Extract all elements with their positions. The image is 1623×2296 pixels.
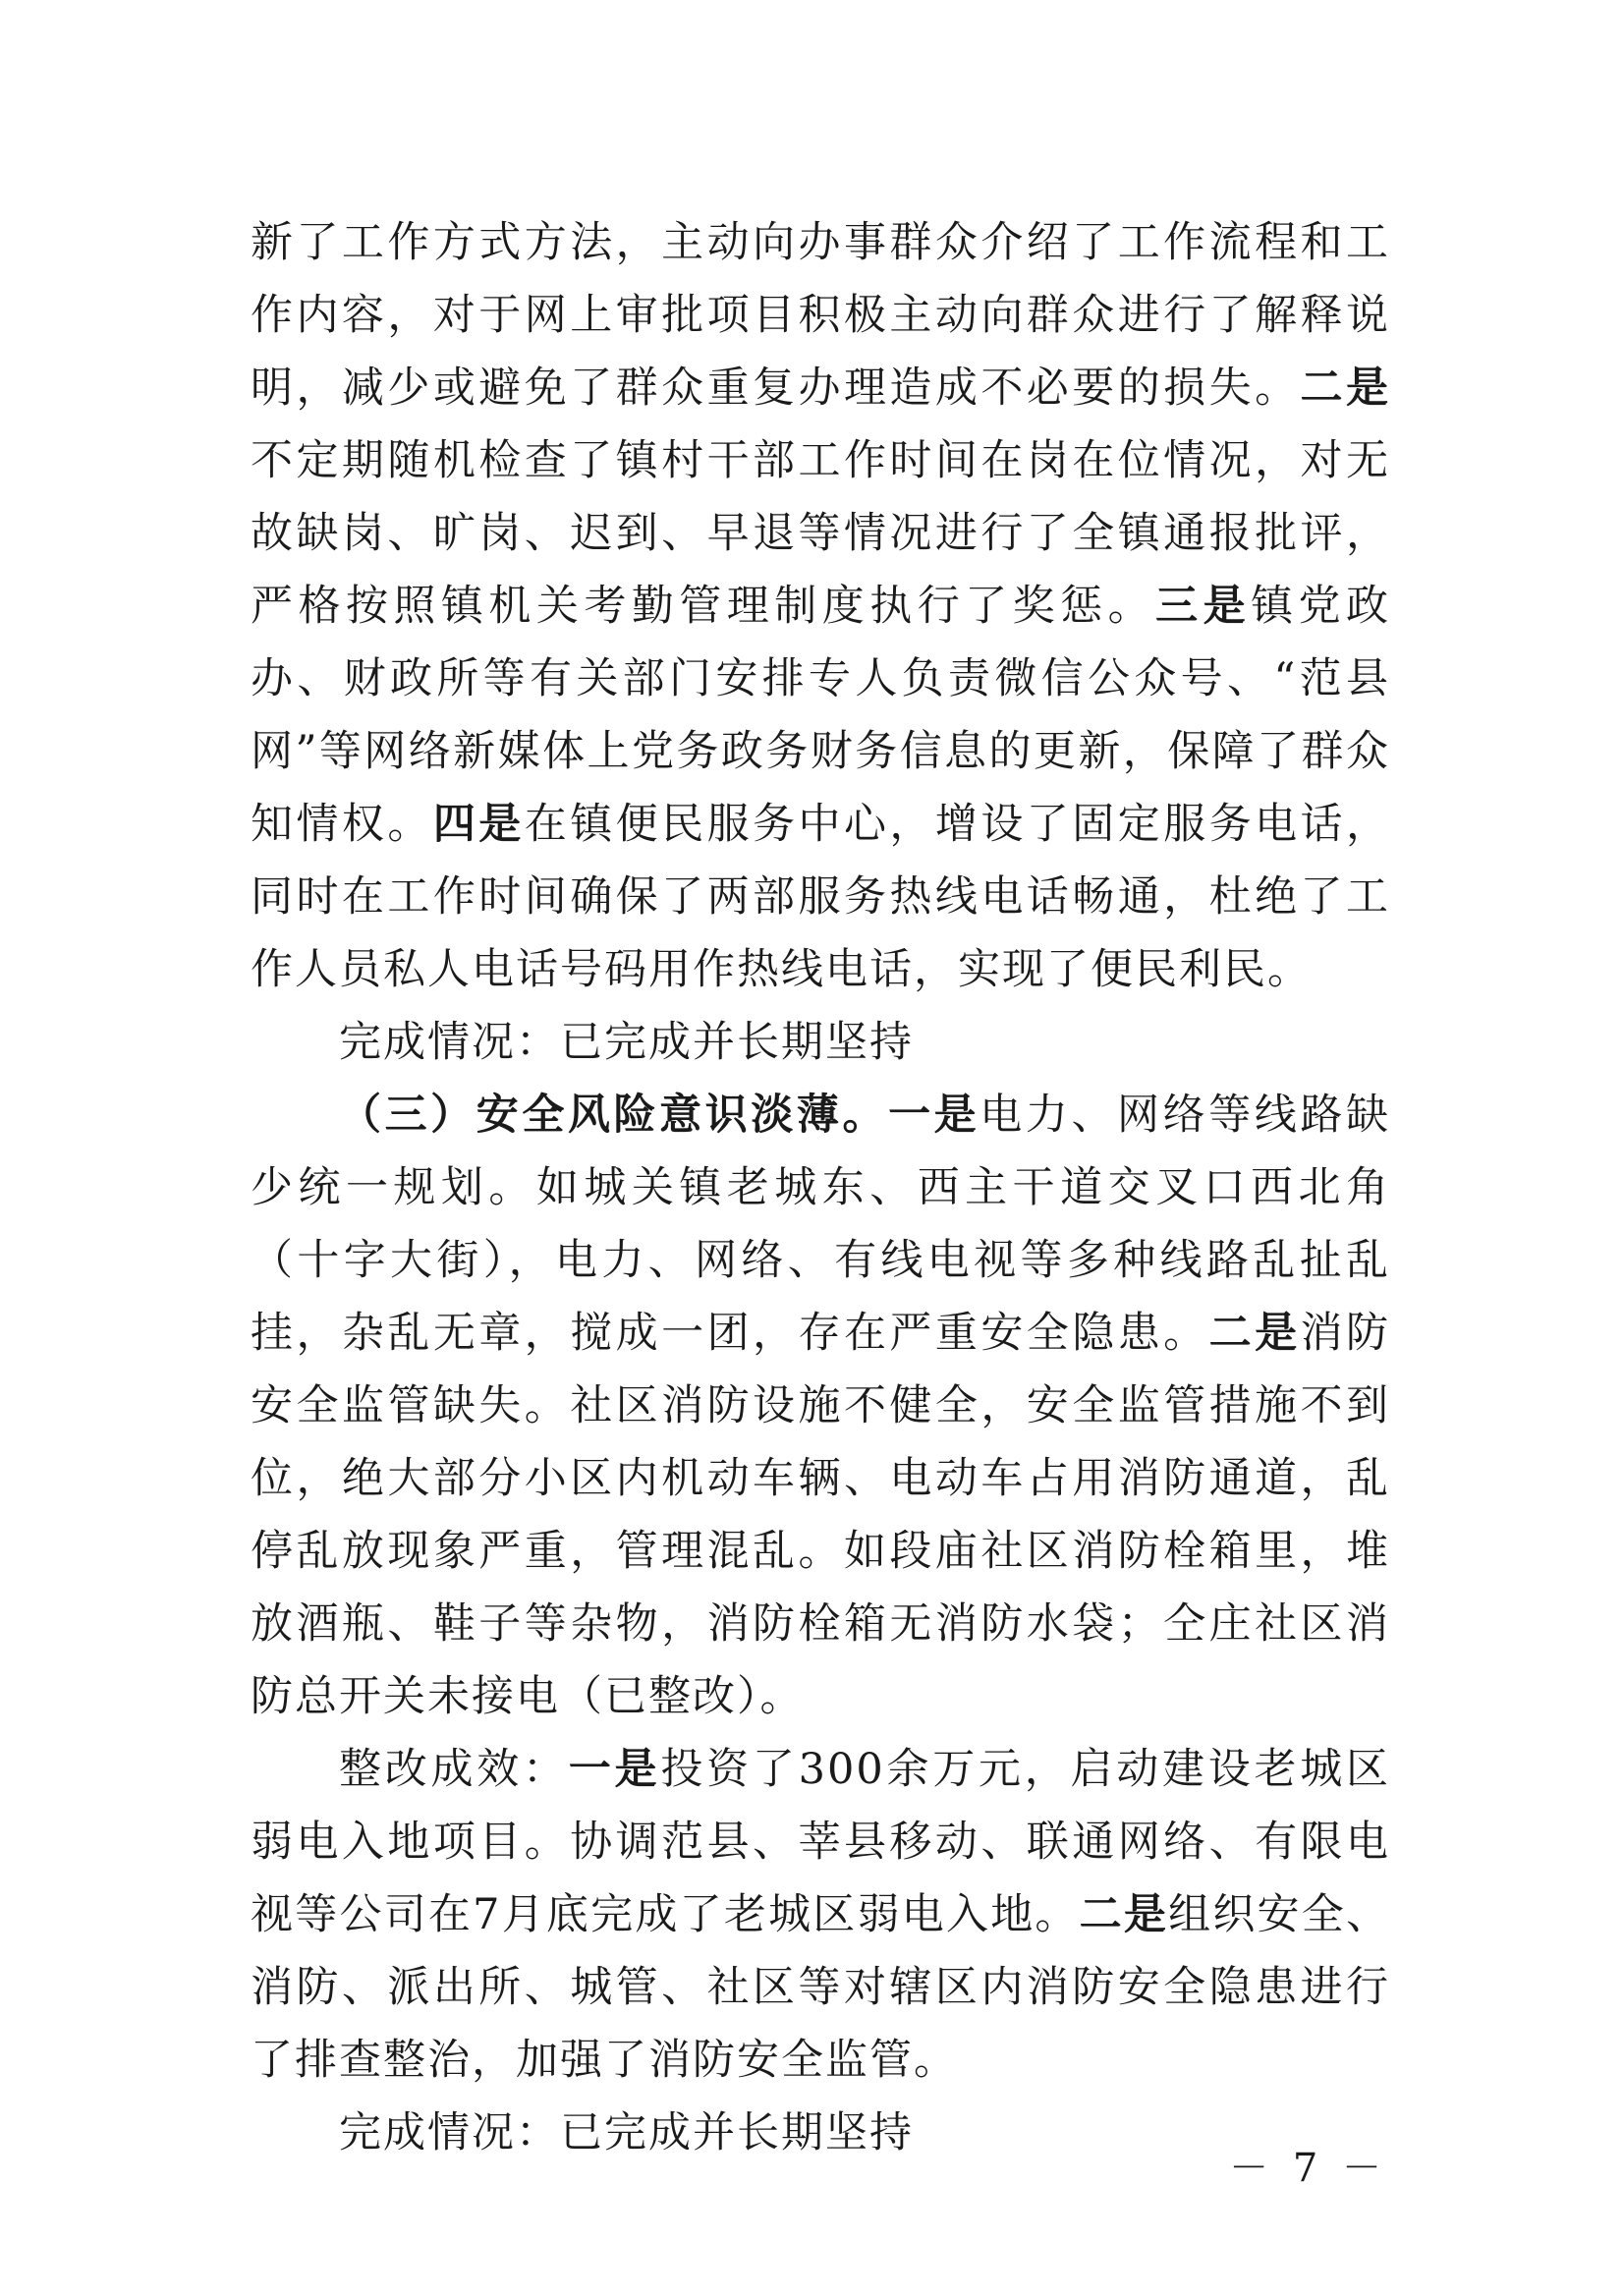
paragraph-rectification-results — [251, 1733, 1390, 2097]
text-span: 不定期随机检查了镇村干部工作时间在岗在位情况，对无故缺岗、旷岗、迟到、早退等情况进行了全镇通报批评，严格按照镇机关考勤管理制度执行了奖惩。 — [251, 436, 1390, 631]
completion-status-1: 完成情况：已完成并长期坚持 — [339, 1018, 914, 1067]
text-span: 消防安全监管缺失。社区消防设施不健全，安全监管措施不到位，绝大部分小区内机动车辆、电动车占用消防通道，乱停乱放现象严重，管理混乱。如段庙社区消防栓箱里，堆放酒瓶、鞋子等杂物，消防栓箱无消防水袋；仝庄社区消防总开关未接电（已整改）。 — [251, 1309, 1391, 1721]
highlight-first: 一是 — [888, 1091, 980, 1140]
text-span: 新了工作方式方法，主动向办事群众介绍了工作流程和工作内容，对于网上审批项目积极主动向群众进行了解释说明，减少或避免了群众重复办理造成不必要的损失。 — [251, 218, 1390, 413]
paragraph-service-improvements — [251, 206, 1390, 1006]
highlight-first: 一是 — [568, 1745, 661, 1794]
body-text — [251, 206, 1390, 2169]
section-heading: （三）安全风险意识淡薄。 — [339, 1091, 889, 1140]
highlight-second: 二是 — [1208, 1309, 1301, 1358]
text-span: 投资了300余万元，启动建设老城区弱电入地项目。协调范县、莘县移动、联通网络、有限电视等公司在7月底完成了老城区弱电入地。 — [251, 1745, 1391, 1939]
text-span: 整改成效： — [339, 1745, 569, 1794]
highlight-second: 二是 — [1079, 1890, 1169, 1939]
page-number: － 7 － — [1229, 2146, 1387, 2191]
text-span: 镇党政办、财政所等有关部门安排专人负责微信公众号、“范县网”等网络新媒体上党务政务财务信息的更新，保障了群众知情权。 — [251, 582, 1391, 849]
highlight-third: 三是 — [1155, 582, 1252, 631]
text-span: 在镇便民服务中心，增设了固定服务电话，同时在工作时间确保了两部服务热线电话畅通，杜绝了工作人员私人电话号码用作热线电话，实现了便民利民。 — [251, 800, 1391, 994]
highlight-second: 二是 — [1300, 364, 1391, 413]
paragraph-safety-risk — [251, 1079, 1390, 1733]
completion-status-2: 完成情况：已完成并长期坚持 — [339, 2108, 914, 2157]
highlight-fourth: 四是 — [432, 800, 525, 849]
text-span: 电力、网络等线路缺少统一规划。如城关镇老城东、西主干道交叉口西北角（十字大街），电力、网络、有线电视等多种线路乱扯乱挂，杂乱无章，搅成一团，存在严重安全隐患。 — [251, 1091, 1391, 1358]
text-span: 组织安全、消防、派出所、城管、社区等对辖区内消防安全隐患进行了排查整治，加强了消防安全监管。 — [251, 1890, 1391, 2085]
